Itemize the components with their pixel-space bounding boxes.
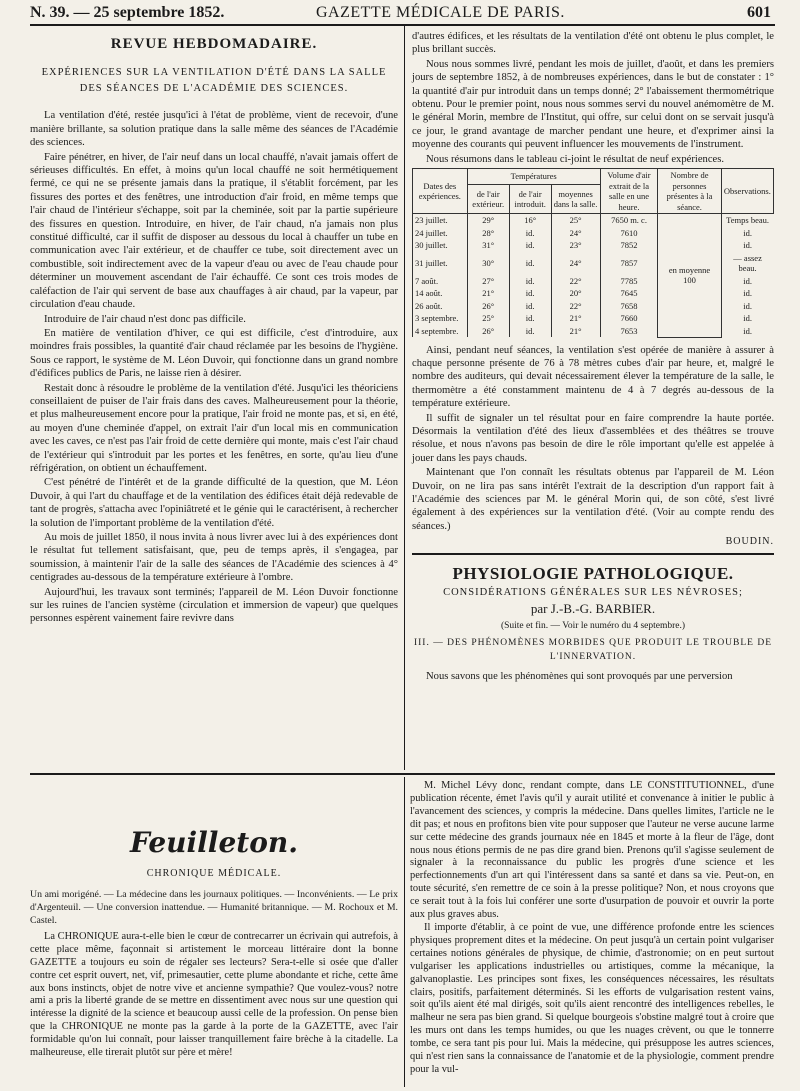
cell-introduit: id. — [509, 275, 551, 288]
cell-moyenne: 21° — [551, 325, 600, 338]
paragraph: Ainsi, pendant neuf séances, la ventilation s'est opérée de manière à assurer à chaque personne présente de 76 à 78 mètres cubes d'air par heure, et, malgré le nombre des auditeurs, qui devait nécessairement élever la température de la salle, le thermomètre a été constamment maintenu de 4 à 7 degrés au-dessous de la température extérieure. — [412, 344, 774, 410]
paragraph: Nous résumons dans le tableau ci-joint le résultat de neuf expériences. — [426, 153, 724, 165]
paragraph: M. Michel Lévy donc, rendant compte, dans LE CONSTITUTIONNEL, d'une publication récente, émet l'avis qu'il y aurait utilité et convenance à initier le public à l'avancement des sciences, y compris la médecine. Dans quelles limites, l'article ne le dit pas; et nous en profitons bien vite pour supposer que l'auteur ne verse aucune larme sur cette médecine des grands journaux née en 1845 et morte à la fleur de l'âge, dont nous nous étions permis de ne pas dire grand bien. Prenons qu'il s'agisse seulement de signaler à la reconnaissance du public les progrès d'une science et les perfectionnements d'un art qui l'intéressent dans sa santé et dans sa vie. Peut-on, en toute sécurité, s'en remettre de ce soin à la presse politique? Non, et nous croyons que ce serait tout à la fois lui conférer une sorte d'usurpation de pouvoir et ouvrir la porte aux plus graves abus. — [410, 780, 774, 921]
feuilleton-left — [30, 889, 398, 1063]
cell-nombre — [658, 214, 721, 338]
cell-date: 31 juillet. — [413, 252, 468, 275]
paragraph: Aujourd'hui, les travaux sont terminés; l'appareil de M. Léon Duvoir fonctionne sur les ruines de l'ancien système (circulation et immersion de vapeur) que quelques personnes espèrent vainement faire revivre dans — [30, 586, 398, 625]
paragraph: La ventilation d'été, restée jusqu'ici à l'état de problème, vient de recevoir, d'une manière brillante, sa solution pratique dans la salle même des séances de l'Académie des sciences. — [30, 110, 398, 149]
cell-observation: id. — [721, 227, 773, 240]
paragraph: Il importe d'établir, à ce point de vue, une différence profonde entre les sciences physiques proprement dites et la médecine. On peut jusqu'à un certain point vulgariser certaines notions générales de physique, de chimie, d'astronomie; on en peut surtout vulgariser les applications industrielles ou artistiques, comme la mécanique, la galvanoplastie. Les principes sont fixes, les conséquences nécessaires, les résultats clairs, positifs, parfaitement déterminés. Si les efforts de vulgarisation restent vains, soit qu'ils aient été mal dirigés, soit qu'ils aient rencontré des intelligences rebelles, le malheur ne sera pas bien grand. Si quelque bourgeois s'obstine malgré tout à croire que les murs ont dans les temps humides, ou que les nuages crèvent, ou que le tonnerre tombe, ce sera tant pis pour lui. Mais la médecine, qui présuppose les autres sciences, qui n'est rien sans la connaissance de l'anatomie et de la physiologie, comment prendre pour la vul- — [410, 921, 774, 1075]
cell-observation: id. — [721, 312, 773, 325]
table-header-temperatures: Températures — [467, 169, 600, 185]
table-body — [413, 214, 774, 338]
paragraph: En matière de ventilation d'hiver, ce qui est difficile, c'est d'introduire, aux moindres frais possibles, la quantité d'air chaud réclamée par les besoins de l'hygiène. Sous ce rapport, le système de M. Léon Duvoir, qui fonctionne dans un grand nombre d'édifices publics de Paris, ne laisse rien à désirer. — [30, 327, 398, 380]
cell-date: 3 septembre. — [413, 312, 468, 325]
cell-volume: 7653 — [600, 325, 658, 338]
table-header-nombre: Nombre de personnes présentes à la séance. — [658, 169, 721, 214]
cell-date: 30 juillet. — [413, 239, 468, 252]
issue-number: N. 39. — 25 septembre 1852. — [30, 4, 225, 21]
cell-observation: id. — [721, 287, 773, 300]
table-header-dates: Dates des expériences. — [413, 169, 468, 214]
paragraph: Il suffit de signaler un tel résultat pour en faire comprendre la haute portée. Désormais la ventilation d'été des lieux d'assemblées et des théâtres se trouve résolue, et nous n'avons pas besoin de dire le rôle important qu'elle est appelée à jouer dans les pays chauds. — [412, 412, 774, 464]
cell-introduit: id. — [509, 227, 551, 240]
cell-observation: id. — [721, 325, 773, 338]
cell-date: 26 août. — [413, 300, 468, 313]
cell-observation: id. — [721, 300, 773, 313]
paragraph: Nous savons que les phénomènes qui sont provoqués par une perversion — [426, 671, 733, 683]
cell-observation: id. — [721, 239, 773, 252]
unit-label: m. c. — [630, 215, 647, 226]
right-column — [412, 30, 774, 685]
cell-exterieur: 26° — [467, 325, 509, 338]
cell-moyenne: 24° — [551, 227, 600, 240]
article-heading-line-1: EXPÉRIENCES SUR LA VENTILATION D'ÉTÉ DANS LA SALLE — [41, 67, 387, 79]
cell-introduit: id. — [509, 312, 551, 325]
article-heading — [30, 65, 398, 97]
cell-date: 4 septembre. — [413, 325, 468, 338]
cell-exterieur: 28° — [467, 227, 509, 240]
cell-volume: 7650 m. c. — [600, 214, 658, 227]
cell-moyenne: 23° — [551, 239, 600, 252]
paragraph: d'autres édifices, et les résultats de la ventilation d'été ont obtenu le plus complet, le plus brillant succès. — [412, 31, 774, 56]
section-rule — [412, 553, 774, 555]
cell-volume: 7852 — [600, 239, 658, 252]
table-row — [413, 214, 774, 227]
feuilleton-rule — [30, 773, 775, 775]
cell-exterieur: 29° — [467, 214, 509, 227]
feuilleton-right — [410, 780, 774, 1077]
header-rule — [30, 24, 775, 26]
cell-date: 23 juillet. — [413, 214, 468, 227]
paragraph: Faire pénétrer, en hiver, de l'air neuf dans un local chauffé, n'avait jamais offert de sérieuses difficultés. En effet, à moins qu'un local chauffé ne soit hermétiquement fermé, ce qui ne se présente jamais dans la pratique, il s'établit forcément, par les fissures des portes et des fenêtres, une introduction d'air froid, en même temps que l'air chaud de l'intérieur s'échappe, soit par la cheminée, soit par la partie supérieure des fissures en question. Introduire, en hiver, de l'air chaud, n'a jamais non plus constitué difficulté, car il suffit de disposer au dessous du local à chauffer un tube en communication avec l'air extérieur, et de chauffer ce tube, soit directement avec un combustible, soit indirectement avec de la vapeur d'eau ou avec de l'eau chaude pour déterminer un mouvement ascendant de l'air échauffé. Ce sont ces trois modes de caléfaction de l'air qui servent de base aux chauffages à air chaud, par la vapeur, par circulation d'eau chaude. — [30, 151, 398, 311]
paragraph: Au mois de juillet 1850, il nous invita à nous livrer avec lui à des expériences dont le résultat fut tellement satisfaisant, que, peu de temps après, il s'engagea, par soumission, à maintenir l'air de la salle des séances de l'Académie des sciences à 4° centigrades au-dessous de la température extérieure à l'ombre. — [30, 532, 398, 584]
page-header — [30, 0, 775, 24]
revue-title: REVUE HEBDOMADAIRE. — [110, 36, 318, 52]
cell-observation: — assez beau. — [721, 252, 773, 275]
cell-observation: id. — [721, 275, 773, 288]
cell-moyenne: 21° — [551, 312, 600, 325]
journal-title: GAZETTE MÉDICALE DE PARIS. — [316, 4, 565, 21]
feuilleton-divider — [404, 777, 405, 1087]
nombre-label: en moyenne — [668, 264, 711, 275]
cell-moyenne: 22° — [551, 275, 600, 288]
section-heading: III. — DES PHÉNOMÈNES MORBIDES QUE PRODUIT LE TROUBLE DE L'INNERVATION. — [413, 638, 773, 662]
paragraph: Nous nous sommes livré, pendant les mois de juillet, d'août, et dans les premiers jours de septembre 1852, à de nombreuses expériences, dans le but de constater : 1° la quantité d'air pur introduit dans un temps donné; 2° l'abaissement thermométrique obtenu. Pour le premier point, nous nous sommes servi du nouvel anémomètre de M. le général Morin, membre de l'Institut, qui offre, sur celui dont on se servait jusqu'à ce jour, le grand avantage de marcher pendant une heure, et d'exprimer ainsi la moyenne des courants qui peuvent influencer les mouvements de l'instrument. — [412, 58, 774, 151]
physiologie-title: PHYSIOLOGIE PATHOLOGIQUE. — [452, 563, 734, 583]
cell-volume: 7660 — [600, 312, 658, 325]
paragraph: C'est pénétré de l'intérêt et de la grande difficulté de la question, que M. Léon Duvoir, à qui l'art du chauffage et de la ventilation des édifices était déjà redevable de tant de progrès, s'attacha avec l'opiniâtreté et le génie qui le caractérisent, à rechercher la solution de l'important problème de la ventilation d'été. — [30, 477, 398, 529]
cell-moyenne: 25° — [551, 214, 600, 227]
considerations-heading: CONSIDÉRATIONS GÉNÉRALES SUR LES NÉVROSES; — [443, 587, 743, 599]
cell-introduit: 16° — [509, 214, 551, 227]
cell-exterieur: 27° — [467, 275, 509, 288]
paragraph: Restait donc à résoudre le problème de la ventilation d'été. Jusqu'ici les théoriciens conseillaient de puiser de l'air frais dans des caves. Malheureusement pour la théorie, et plus malheureusement encore pour la pratique, l'air froid ne monte pas, et si, en été, au moyen d'une cheminée d'appel, on extrait l'air d'un local mis en communication avec les caves, ce n'est pas l'air froid de cette dernière qui monte, mais c'est l'air chaud de l'extérieur qui s'introduit par les portes et les fenêtres, en sorte, qu'au lieu d'une réfrigération, on obtient un échauffement. — [30, 382, 398, 474]
page-number: 601 — [747, 4, 771, 21]
cell-exterieur: 26° — [467, 300, 509, 313]
table-header-exterieur: de l'air extérieur. — [467, 185, 509, 214]
cell-volume: 7610 — [600, 227, 658, 240]
cell-introduit: id. — [509, 252, 551, 275]
feuilleton-title: Feuilleton. — [130, 826, 298, 859]
cell-exterieur: 21° — [467, 287, 509, 300]
cell-introduit: id. — [509, 300, 551, 313]
cell-volume: 7645 — [600, 287, 658, 300]
cell-volume: 7857 — [600, 252, 658, 275]
article-heading-line-2: DES SÉANCES DE L'ACADÉMIE DES SCIENCES. — [79, 83, 349, 95]
table-header-volume: Volume d'air extrait de la salle en une heure. — [600, 169, 658, 214]
cell-exterieur: 25° — [467, 312, 509, 325]
experiments-table — [412, 168, 774, 338]
cell-introduit: id. — [509, 287, 551, 300]
cell-date: 24 juillet. — [413, 227, 468, 240]
chronique-heading: CHRONIQUE MÉDICALE. — [146, 868, 282, 879]
cell-date: 7 août. — [413, 275, 468, 288]
cell-introduit: id. — [509, 239, 551, 252]
paragraph: Maintenant que l'on connaît les résultats obtenus par l'appareil de M. Léon Duvoir, on ne lira pas sans intérêt l'extrait de la description d'un rapport fait à l'Académie des sciences par M. le général Morin qui, de son côté, s'est livré également à des expériences sur la ventilation d'été. (Voir au compte rendu des séances.) — [412, 467, 774, 532]
cell-exterieur: 31° — [467, 239, 509, 252]
paragraph: Introduire de l'air chaud n'est donc pas difficile. — [44, 313, 246, 325]
revue-column — [30, 30, 398, 627]
nombre-value: 100 — [683, 275, 696, 286]
cell-volume: 7785 — [600, 275, 658, 288]
cell-moyenne: 22° — [551, 300, 600, 313]
table-header-introduit: de l'air introduit. — [509, 185, 551, 214]
signature: BOUDIN. — [725, 536, 774, 548]
cell-exterieur: 30° — [467, 252, 509, 275]
cell-introduit: id. — [509, 325, 551, 338]
table-header-observations: Observations. — [721, 169, 773, 214]
column-divider — [404, 26, 405, 770]
cell-date: 14 août. — [413, 287, 468, 300]
chronique-summary: Un ami morigéné. — La médecine dans les journaux politiques. — Inconvénients. — Le prix d'Argenteuil. — Une conversion inattendue. — Humanité britannique. — M. Rochoux et M. Castel. — [30, 889, 398, 926]
cell-volume: 7658 — [600, 300, 658, 313]
cell-moyenne: 24° — [551, 252, 600, 275]
cell-moyenne: 20° — [551, 287, 600, 300]
table-header-moyennes: moyennes dans la salle. — [551, 185, 600, 214]
paragraph: La CHRONIQUE aura-t-elle bien le cœur de contrecarrer un écrivain qui autrefois, à cette place même, façonnait si artistement le morceau littéraire dont la bonne GAZETTE a toujours eu soin de régaler ses lecteurs? Sera-t-elle si osée que d'aller contre cet esprit ouvert, net, vif, primesautier, cette plume abondante et riche, cette âme aux bons instincts, objet de notre vive et ancienne sympathie? Que voulez-vous? notre ami a pris la liberté grande de se mettre en dissentiment avec nous sur une question qui intéresse la dignité de la science et beaucoup aussi celle de la profession. On pense bien que la CHRONIQUE ne monte pas la garde à la porte de la GAZETTE, avec l'air formidable qu'on lui connaît, pour laisser tranquillement faire brèche à la citadelle. La malheureuse, elle tirerait plutôt sur père et mère! — [30, 931, 398, 1058]
cell-observation: Temps beau. — [721, 214, 773, 227]
author-line: par J.-B.-G. BARBIER. — [530, 601, 656, 617]
suite-note: (Suite et fin. — Voir le numéro du 4 septembre.) — [500, 620, 686, 631]
